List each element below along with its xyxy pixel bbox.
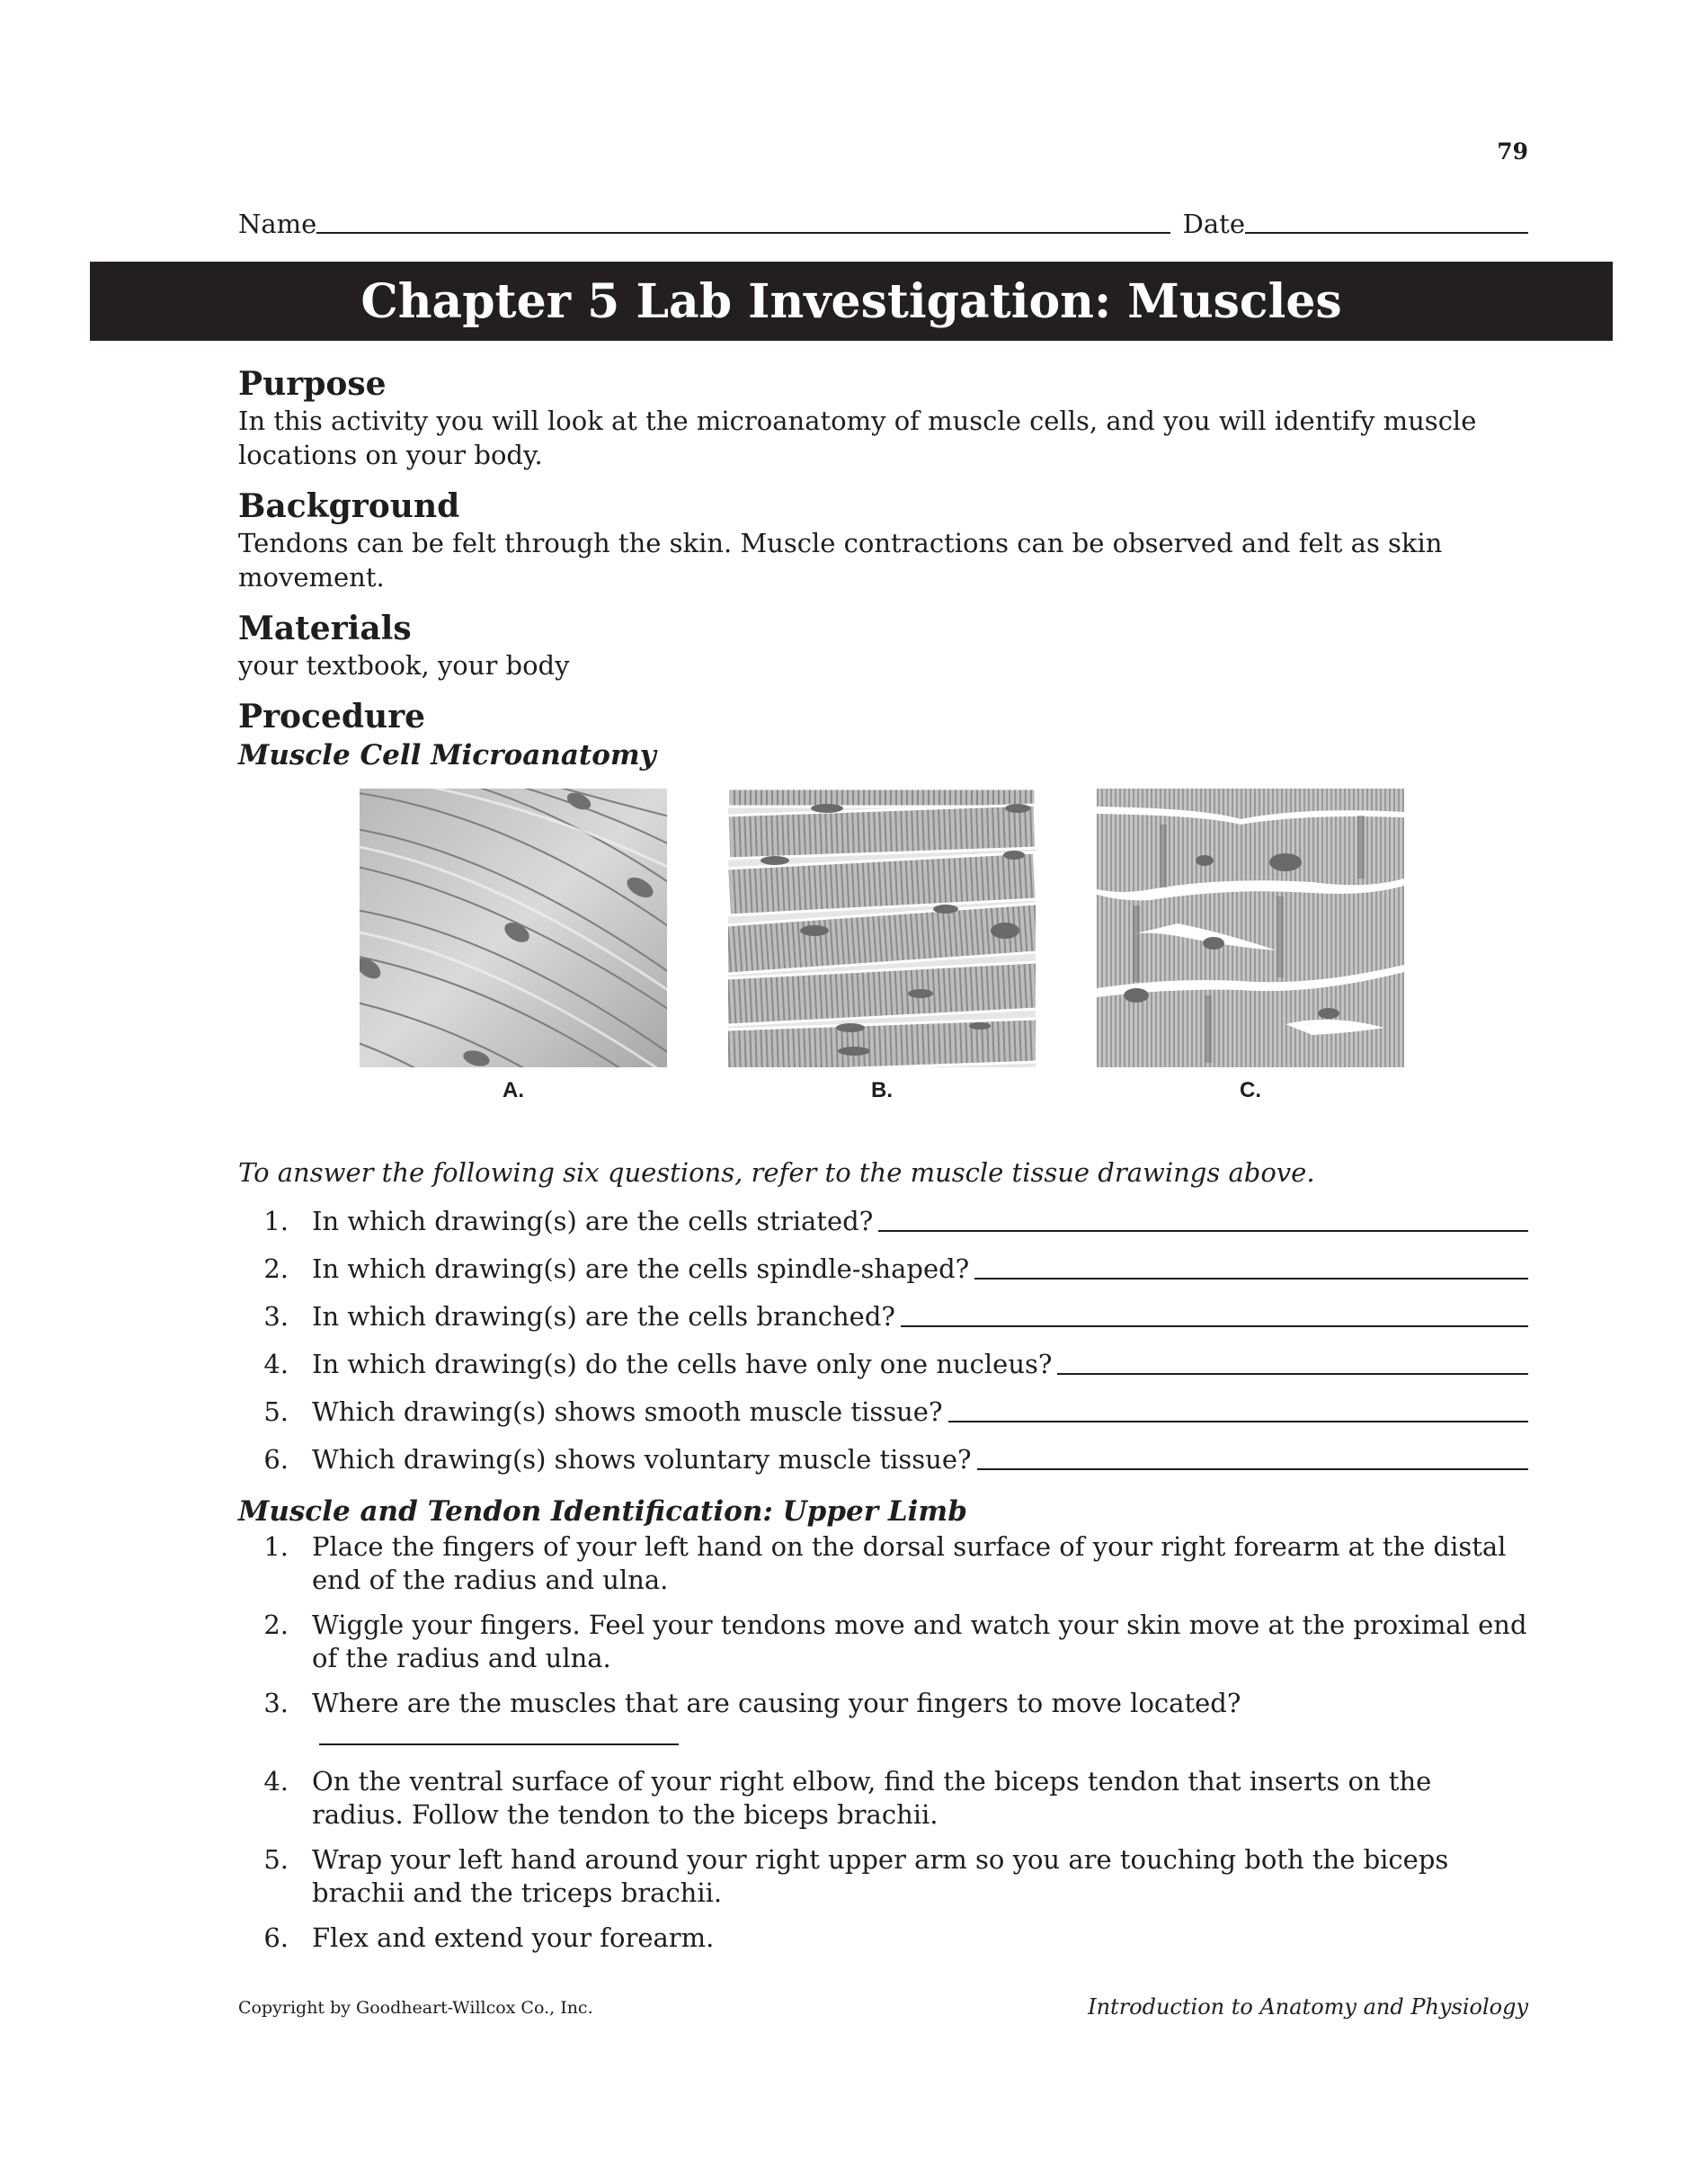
materials-heading: Materials <box>238 610 412 647</box>
purpose-text: In this activity you will look at the microanatomy of muscle cells, and you will identify muscle locations on your body. <box>238 406 1477 470</box>
purpose-section <box>238 364 1528 472</box>
step-number: 3. <box>263 1688 289 1718</box>
date-label: Date <box>1182 209 1245 239</box>
figure-c-label: C. <box>1240 1078 1261 1102</box>
chapter-title-bar <box>90 262 1613 341</box>
question-number: 3. <box>263 1301 289 1332</box>
name-date-row <box>238 209 1528 239</box>
name-field[interactable] <box>316 209 1170 234</box>
step-item <box>238 1609 1528 1675</box>
answer-line[interactable] <box>977 1443 1528 1470</box>
step-text: On the ventral surface of your right elbow, find the biceps tendon that inserts on the radius. Follow the tendon to the biceps brachii. <box>312 1766 1432 1830</box>
figure-c <box>1097 789 1404 1103</box>
answer-line[interactable] <box>974 1253 1528 1280</box>
answer-line[interactable] <box>948 1396 1528 1422</box>
microanatomy-subheading: Muscle Cell Microanatomy <box>238 739 656 771</box>
step-number: 1. <box>263 1531 289 1562</box>
smooth-muscle-illustration <box>360 789 667 1067</box>
question-text: In which drawing(s) are the cells spindle-shaped? <box>312 1253 970 1284</box>
step-number: 5. <box>263 1844 289 1875</box>
figure-b-label: B. <box>871 1078 893 1102</box>
step-text: Where are the muscles that are causing your fingers to move located? <box>312 1688 1241 1718</box>
question-number: 5. <box>263 1396 289 1427</box>
question-item <box>238 1442 1528 1476</box>
question-item <box>238 1395 1528 1429</box>
step-text-with-answer <box>312 1687 1528 1753</box>
question-item <box>238 1299 1528 1333</box>
question-item <box>238 1252 1528 1286</box>
step-number: 2. <box>263 1610 289 1640</box>
cardiac-muscle-illustration <box>1097 789 1404 1067</box>
materials-section <box>238 609 1528 682</box>
step-item <box>238 1765 1528 1832</box>
step-item <box>238 1922 1528 1955</box>
materials-text: your textbook, your body <box>238 650 570 681</box>
question-number: 2. <box>263 1253 289 1284</box>
background-heading: Background <box>238 487 460 525</box>
skeletal-muscle-illustration <box>728 789 1036 1067</box>
question-text: In which drawing(s) are the cells striated? <box>312 1206 874 1236</box>
step-text: Wrap your left hand around your right upper arm so you are touching both the biceps brachii and the triceps brachii. <box>312 1844 1449 1908</box>
step-list <box>238 1530 1528 1955</box>
copyright-notice: Copyright by Goodheart-Willcox Co., Inc. <box>238 1998 593 2018</box>
answer-line[interactable] <box>878 1205 1528 1232</box>
step-number: 6. <box>263 1922 289 1953</box>
question-text: Which drawing(s) shows voluntary muscle tissue? <box>312 1444 972 1475</box>
step-text: Wiggle your fingers. Feel your tendons move and watch your skin move at the proximal end of the radius and ulna. <box>312 1610 1527 1673</box>
question-item <box>238 1347 1528 1381</box>
upper-limb-subheading: Muscle and Tendon Identification: Upper Limb <box>238 1495 967 1528</box>
question-number: 1. <box>263 1206 289 1236</box>
step-item <box>238 1687 1528 1753</box>
step-text: Flex and extend your forearm. <box>312 1922 715 1953</box>
step-number: 4. <box>263 1766 289 1797</box>
figure-a-label: A. <box>503 1078 524 1102</box>
background-section <box>238 486 1528 594</box>
question-text: Which drawing(s) shows smooth muscle tissue? <box>312 1396 943 1427</box>
figure-a <box>360 789 667 1103</box>
step-text: Place the fingers of your left hand on the dorsal surface of your right forearm at the distal end of the radius and ulna. <box>312 1531 1507 1595</box>
purpose-heading: Purpose <box>238 365 387 403</box>
background-text: Tendons can be felt through the skin. Muscle contractions can be observed and felt as skin movement. <box>238 528 1443 593</box>
answer-line[interactable] <box>901 1300 1528 1327</box>
question-number: 4. <box>263 1349 289 1379</box>
name-label: Name <box>238 209 317 239</box>
procedure-section <box>238 697 1528 1955</box>
procedure-heading: Procedure <box>238 698 426 736</box>
question-text: In which drawing(s) are the cells branched? <box>312 1301 895 1332</box>
muscle-tissue-figures <box>238 789 1528 1148</box>
question-list <box>238 1204 1528 1476</box>
questions-instruction: To answer the following six questions, refer to the muscle tissue drawings above. <box>238 1157 1315 1188</box>
step-item <box>238 1843 1528 1910</box>
answer-line[interactable] <box>319 1720 679 1745</box>
question-text: In which drawing(s) do the cells have only one nucleus? <box>312 1349 1053 1379</box>
answer-line[interactable] <box>1057 1348 1528 1375</box>
step-item <box>238 1530 1528 1597</box>
question-item <box>238 1204 1528 1238</box>
page-number: 79 <box>1497 138 1528 165</box>
date-field[interactable] <box>1245 209 1528 234</box>
question-number: 6. <box>263 1444 289 1475</box>
book-title: Introduction to Anatomy and Physiology <box>1088 1994 1528 2020</box>
worksheet-content <box>238 364 1528 1966</box>
figure-b <box>728 789 1036 1103</box>
chapter-title: Chapter 5 Lab Investigation: Muscles <box>360 273 1342 329</box>
